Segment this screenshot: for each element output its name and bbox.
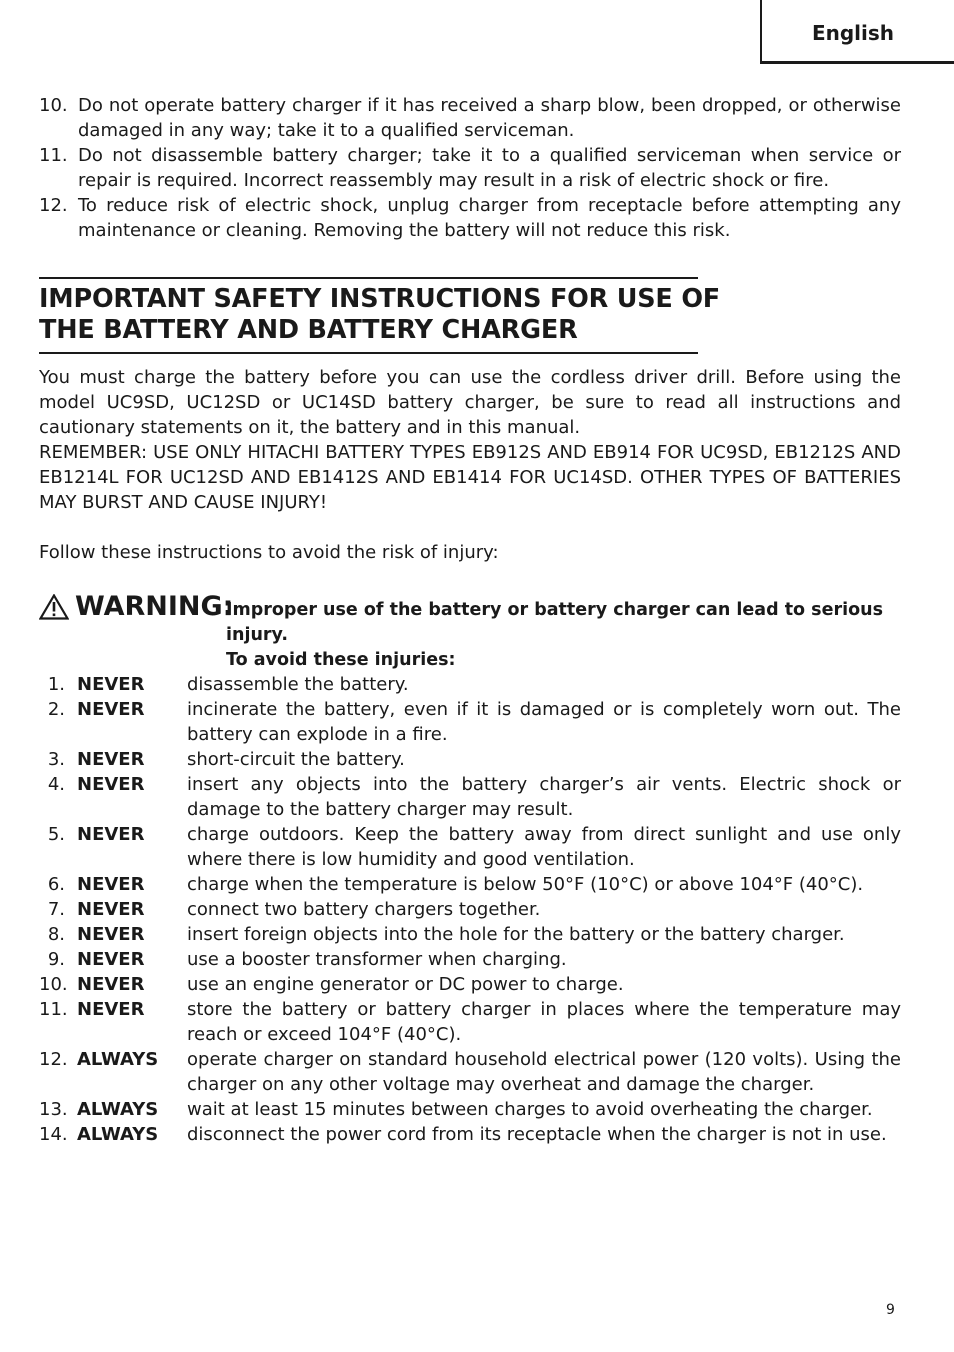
safety-rule-row [39, 1047, 901, 1097]
safety-rule-keyword: NEVER [77, 874, 145, 895]
safety-rule-text: use an engine generator or DC power to charge. [187, 974, 624, 995]
safety-rule-row [39, 697, 901, 747]
safety-rule-number: 8. [47, 924, 65, 945]
warning-line-1: Improper use of the battery or battery charger can lead to serious injury. [226, 600, 883, 645]
warning-label: WARNING: [75, 591, 234, 622]
safety-rule-row [39, 897, 901, 922]
safety-rule-row [39, 972, 901, 997]
safety-rule-number: 4. [47, 774, 65, 795]
safety-rule-number: 3. [47, 749, 65, 770]
safety-rule-keyword: NEVER [77, 824, 145, 845]
list-item [39, 193, 901, 243]
section-heading-line-2: THE BATTERY AND BATTERY CHARGER [39, 315, 578, 345]
safety-rule-row [39, 772, 901, 822]
safety-rule-text: store the battery or battery charger in places where the temperature may reach or exceed 104°F (40°C). [187, 999, 901, 1045]
safety-rule-text: charge when the temperature is below 50°F (10°C) or above 104°F (40°C). [187, 874, 864, 895]
safety-rule-text: connect two battery chargers together. [187, 899, 541, 920]
safety-rule-text: wait at least 15 minutes between charges to avoid overheating the charger. [187, 1099, 873, 1120]
list-item-text: Do not disassemble battery charger; take it to a qualified serviceman when service or repair is required. Incorrect reassembly may result in a risk of electric shock or fire. [78, 145, 901, 191]
section-heading-line-1: IMPORTANT SAFETY INSTRUCTIONS FOR USE OF [39, 284, 721, 314]
safety-rule-keyword: ALWAYS [77, 1099, 159, 1120]
safety-rule-row [39, 822, 901, 872]
safety-rule-text: operate charger on standard household electrical power (120 volts). Using the charger on any other voltage may overheat and damage the charger. [187, 1049, 901, 1095]
safety-rule-keyword: NEVER [77, 974, 145, 995]
safety-rule-row [39, 872, 901, 897]
safety-rule-text: charge outdoors. Keep the battery away from direct sunlight and use only where there is low humidity and good ventilation. [187, 824, 901, 870]
list-item [39, 93, 901, 143]
safety-rule-row [39, 1097, 901, 1122]
warning-triangle-icon [39, 594, 69, 620]
safety-rule-text: use a booster transformer when charging. [187, 949, 567, 970]
list-item-number: 10. [39, 95, 68, 116]
battery-types-notice: REMEMBER: USE ONLY HITACHI BATTERY TYPES EB912S AND EB914 FOR UC9SD, EB1212S AND EB1214L FOR UC12SD AND EB1412S AND EB1414 FOR UC14SD. OTHER TYPES OF BATTERIES MAY BURST AND CAUSE INJURY! [39, 442, 901, 513]
safety-rule-keyword: NEVER [77, 999, 145, 1020]
safety-rule-keyword: ALWAYS [77, 1124, 159, 1145]
list-item-text: To reduce risk of electric shock, unplug charger from receptacle before attempting any maintenance or cleaning. Removing the battery will not reduce this risk. [78, 195, 901, 241]
safety-rule-row [39, 1122, 901, 1147]
safety-rule-number: 14. [39, 1124, 68, 1145]
safety-rule-keyword: NEVER [77, 699, 145, 720]
intro-list [39, 93, 901, 243]
section-body [39, 365, 901, 515]
safety-rule-number: 12. [39, 1049, 68, 1070]
safety-rule-keyword: NEVER [77, 749, 145, 770]
safety-rule-text: short-circuit the battery. [187, 749, 405, 770]
list-item [39, 143, 901, 193]
safety-rule-text: incinerate the battery, even if it is damaged or is completely worn out. The battery can explode in a fire. [187, 699, 901, 745]
safety-rule-row [39, 947, 901, 972]
safety-rule-keyword: NEVER [77, 899, 145, 920]
safety-rule-number: 7. [47, 899, 65, 920]
warning-line-2: To avoid these injuries: [226, 650, 456, 670]
follow-instructions [39, 540, 901, 565]
heading-bottom-rule [39, 352, 698, 354]
safety-rule-text: insert any objects into the battery charger’s air vents. Electric shock or damage to the battery charger may result. [187, 774, 901, 820]
safety-rule-number: 13. [39, 1099, 68, 1120]
heading-top-rule [39, 277, 698, 279]
safety-rule-number: 10. [39, 974, 68, 995]
safety-rule-number: 1. [47, 674, 65, 695]
safety-rule-row [39, 997, 901, 1047]
safety-rules-list [39, 672, 901, 1147]
safety-rule-number: 2. [47, 699, 65, 720]
list-item-number: 12. [39, 195, 68, 216]
follow-instructions-text: Follow these instructions to avoid the risk of injury: [39, 542, 499, 563]
safety-rule-text: disconnect the power cord from its receptacle when the charger is not in use. [187, 1124, 887, 1145]
language-tab [760, 0, 954, 64]
safety-rule-keyword: NEVER [77, 949, 145, 970]
safety-rule-row [39, 747, 901, 772]
safety-rule-number: 6. [47, 874, 65, 895]
page-number: 9 [886, 1302, 895, 1318]
list-item-text: Do not operate battery charger if it has received a sharp blow, been dropped, or otherwise damaged in any way; take it to a qualified serviceman. [78, 95, 901, 141]
section-heading [39, 284, 739, 346]
safety-rule-keyword: NEVER [77, 674, 145, 695]
list-item-number: 11. [39, 145, 68, 166]
safety-rule-row [39, 922, 901, 947]
safety-rule-text: insert foreign objects into the hole for the battery or the battery charger. [187, 924, 845, 945]
safety-rule-text: disassemble the battery. [187, 674, 409, 695]
warning-message [226, 598, 901, 673]
safety-rule-keyword: NEVER [77, 774, 145, 795]
safety-rule-number: 5. [47, 824, 65, 845]
intro-paragraph: You must charge the battery before you can use the cordless driver drill. Before using the model UC9SD, UC12SD or UC14SD battery charger, be sure to read all instructions and cautionary statements on it, the battery and in this manual. [39, 367, 901, 438]
safety-rule-row [39, 672, 901, 697]
safety-rule-number: 9. [47, 949, 65, 970]
language-label: English [811, 20, 895, 45]
safety-rule-number: 11. [39, 999, 68, 1020]
safety-rule-keyword: NEVER [77, 924, 145, 945]
safety-rule-keyword: ALWAYS [77, 1049, 159, 1070]
